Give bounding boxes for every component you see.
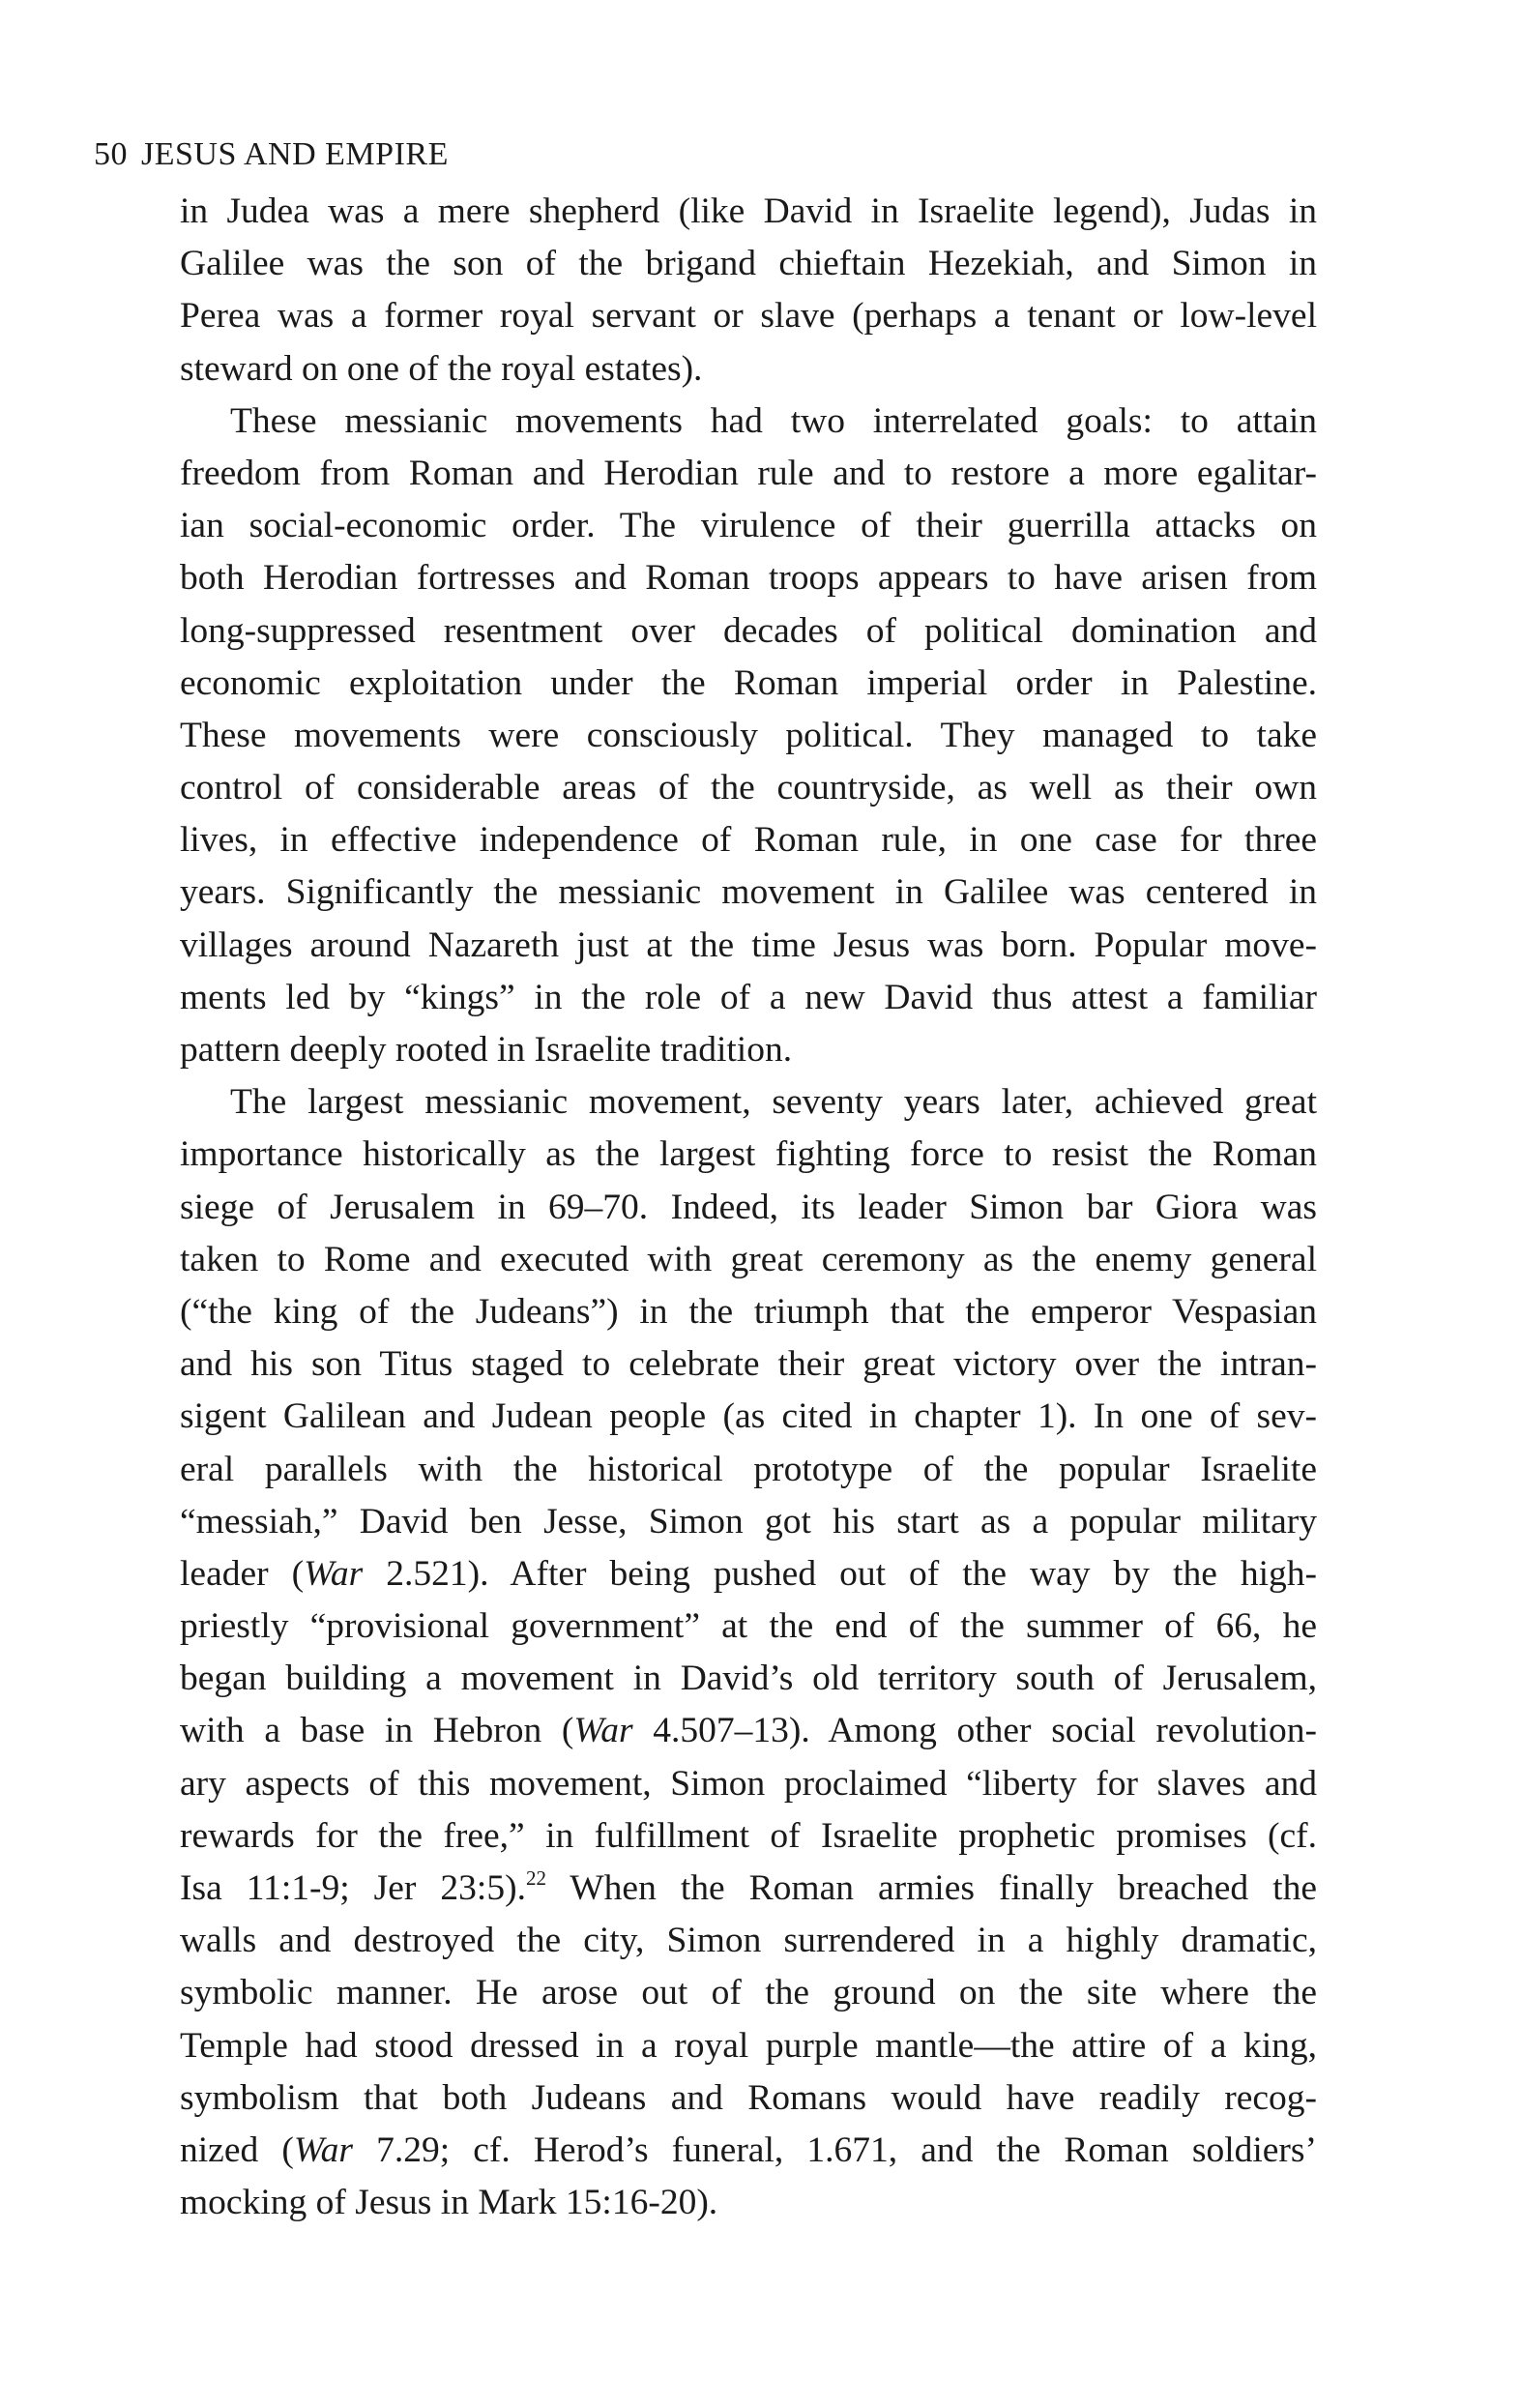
text-line: walls and destroyed the city, Simon surrendered in a highly dramatic, (180, 1921, 1317, 1961)
footnote-marker: 22 (525, 1866, 546, 1890)
text-line: symbolism that both Judeans and Romans would have readily recog- (180, 2077, 1317, 2118)
text-line: began building a movement in David’s old territory south of Jerusalem, (180, 1659, 1317, 1699)
text-line: rewards for the free,” in fulfillment of Israelite prophetic promises (cf. (180, 1815, 1317, 1856)
text-line: both Herodian fortresses and Roman troops appears to have arisen from (180, 558, 1317, 599)
paragraph-3 (180, 1076, 1317, 2229)
text-line: taken to Rome and executed with great ceremony as the enemy general (180, 1239, 1317, 1279)
text-line: symbolic manner. He arose out of the ground on the site where the (180, 1973, 1317, 2013)
text-line: ary aspects of this movement, Simon proclaimed “liberty for slaves and (180, 1763, 1317, 1804)
text-line: priestly “provisional government” at the end of the summer of 66, he (180, 1606, 1317, 1647)
body-text (180, 186, 1317, 2229)
text-line: economic exploitation under the Roman imperial order in Palestine. (180, 662, 1317, 703)
text-line: ian social-economic order. The virulence of their guerrilla attacks on (180, 506, 1317, 546)
text-line: villages around Nazareth just at the time Jesus was born. Popular move- (180, 925, 1317, 965)
text-line: siege of Jerusalem in 69–70. Indeed, its leader Simon bar Giora was (180, 1187, 1317, 1227)
citation-war: War (293, 2129, 353, 2170)
citation-war: War (304, 1553, 364, 1594)
text-run: 7.29; cf. Herod’s funeral, 1.671, and the Roman soldiers’ (352, 2129, 1317, 2170)
page-number: 50 (94, 136, 128, 172)
text-line: eral parallels with the historical prototype of the popular Israelite (180, 1449, 1317, 1489)
text-line (180, 1705, 1317, 1757)
text-line: control of considerable areas of the countryside, as well as their own (180, 768, 1317, 808)
text-run: 4.507–13). Among other social revolution- (632, 1711, 1317, 1751)
text-line: These messianic movements had two interrelated goals: to attain (230, 400, 1317, 441)
text-line: steward on one of the royal estates). (180, 348, 703, 389)
text-line: long-suppressed resentment over decades of political domination and (180, 610, 1317, 651)
text-line: years. Significantly the messianic movement in Galilee was centered in (180, 872, 1317, 913)
text-run: leader ( (180, 1553, 305, 1594)
text-line: pattern deeply rooted in Israelite tradition. (180, 1030, 793, 1070)
text-run: Isa 11:1-9; Jer 23:5). (180, 1868, 526, 1908)
text-line: freedom from Roman and Herodian rule and to restore a more egalitar- (180, 453, 1317, 493)
text-line: in Judea was a mere shepherd (like David in Israelite legend), Judas in (180, 191, 1317, 231)
text-line: Perea was a former royal servant or slave (perhaps a tenant or low-level (180, 296, 1317, 337)
text-line: sigent Galilean and Judean people (as cited in chapter 1). In one of sev- (180, 1396, 1317, 1437)
text-line: and his son Titus staged to celebrate their great victory over the intran- (180, 1344, 1317, 1385)
text-run: 2.521). After being pushed out of the way by the high- (363, 1553, 1318, 1594)
text-line: (“the king of the Judeans”) in the triumph that the emperor Vespasian (180, 1291, 1317, 1332)
text-line: Temple had stood dressed in a royal purple mantle—the attire of a king, (180, 2025, 1317, 2066)
text-run: nized ( (180, 2129, 294, 2170)
text-line: importance historically as the largest fighting force to resist the Roman (180, 1134, 1317, 1175)
text-line (180, 2125, 1317, 2177)
citation-war: War (573, 1711, 633, 1751)
running-title: JESUS AND EMPIRE (141, 136, 449, 172)
text-line: lives, in effective independence of Roman rule, in one case for three (180, 820, 1317, 861)
text-line (180, 1548, 1317, 1600)
text-run: with a base in Hebron ( (180, 1711, 574, 1751)
text-line: mocking of Jesus in Mark 15:16-20). (180, 2183, 718, 2223)
text-line: ments led by “kings” in the role of a new David thus attest a familiar (180, 977, 1317, 1017)
text-run: When the Roman armies finally breached the (545, 1868, 1317, 1908)
text-line: The largest messianic movement, seventy years later, achieved great (230, 1082, 1317, 1123)
text-line: Galilee was the son of the brigand chieftain Hezekiah, and Simon in (180, 244, 1317, 284)
text-line: “messiah,” David ben Jesse, Simon got his start as a popular military (180, 1501, 1317, 1542)
paragraph-1 (180, 186, 1317, 396)
paragraph-2 (180, 396, 1317, 1076)
text-line (180, 1863, 1317, 1915)
text-line: These movements were consciously political. They managed to take (180, 715, 1317, 755)
running-head (94, 135, 449, 174)
